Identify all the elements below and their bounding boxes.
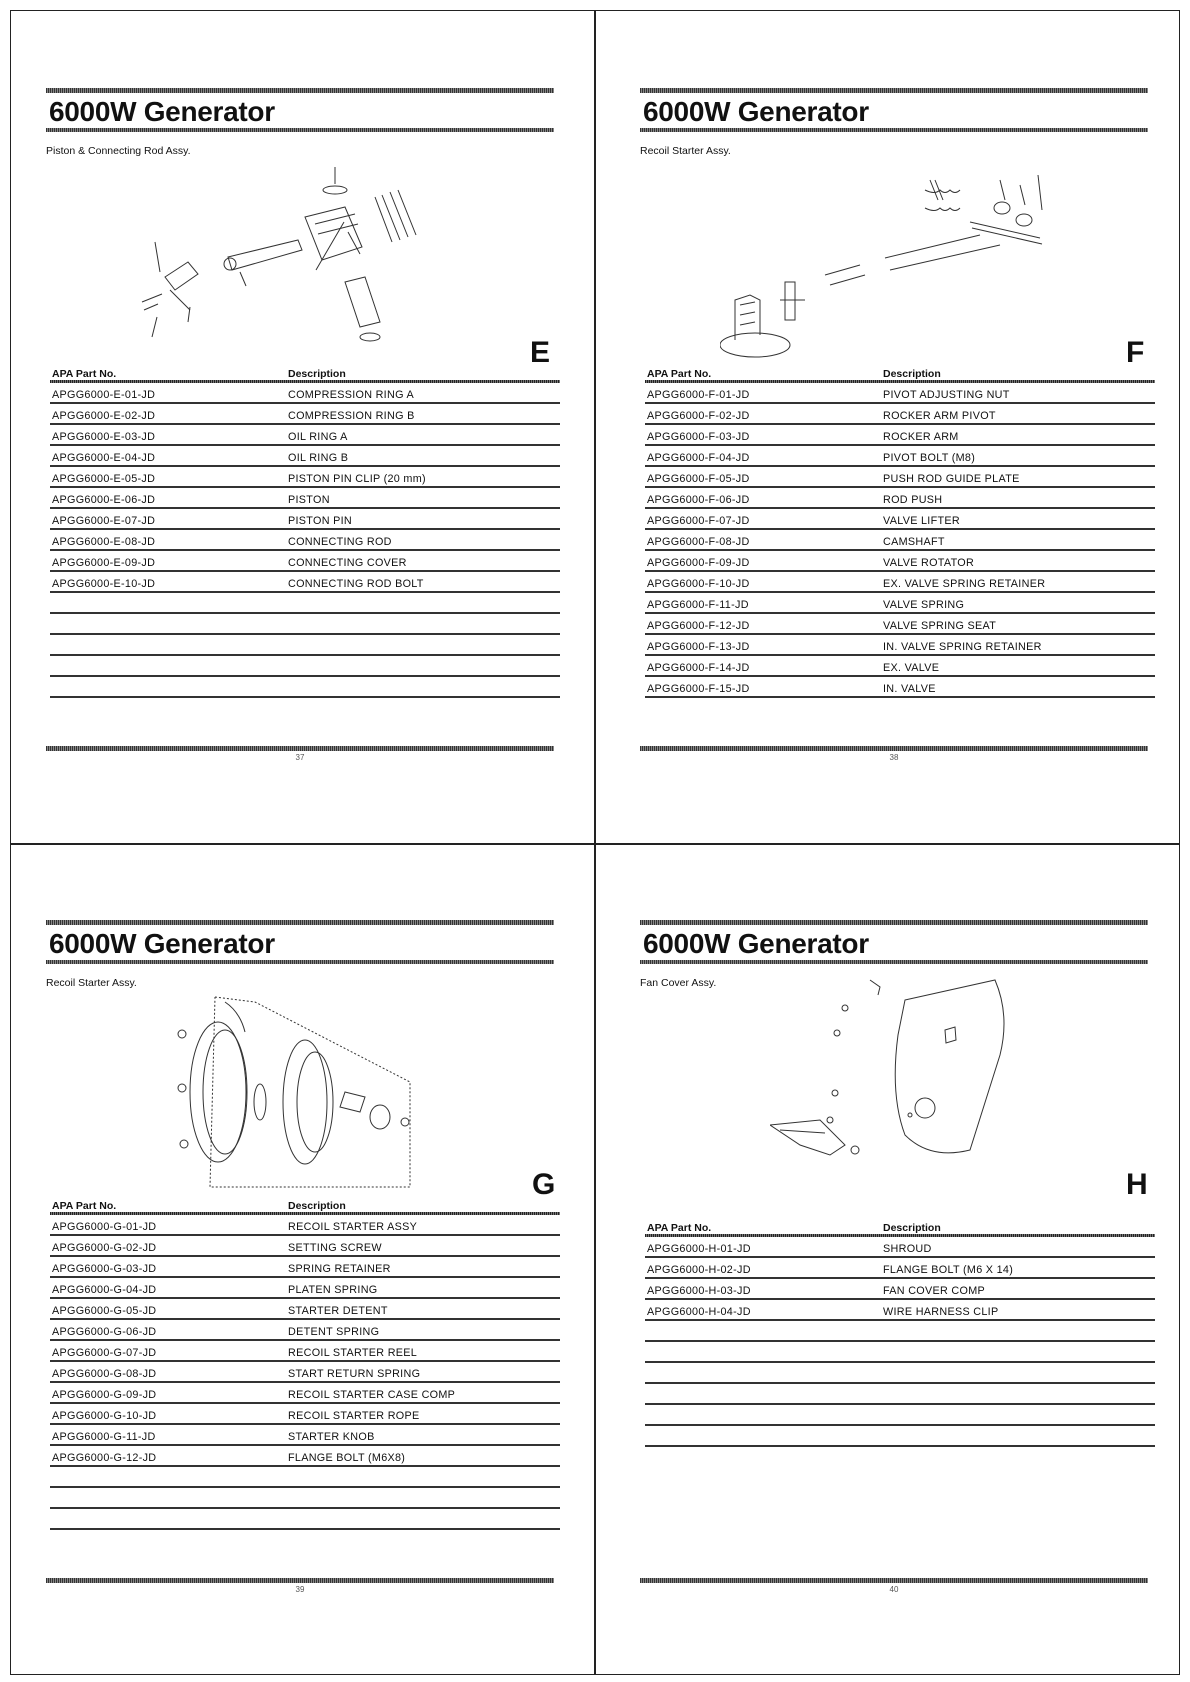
footer-h bbox=[640, 1578, 1148, 1594]
part-number: APGG6000-E-10-JD bbox=[52, 578, 156, 590]
empty-table-row bbox=[50, 656, 560, 677]
title-rule-bottom bbox=[46, 128, 554, 132]
footer-rule bbox=[46, 746, 554, 751]
page-number: 38 bbox=[889, 753, 899, 762]
part-number: APGG6000-F-12-JD bbox=[647, 620, 750, 632]
part-description: STARTER DETENT bbox=[288, 1305, 388, 1317]
part-description: COMPRESSION RING B bbox=[288, 410, 415, 422]
part-number: APGG6000-F-15-JD bbox=[647, 683, 750, 695]
table-header bbox=[645, 366, 1155, 380]
table-row bbox=[50, 404, 560, 425]
page-title: 6000W Generator bbox=[49, 928, 275, 959]
section-letter: G bbox=[532, 1168, 556, 1201]
piston-connecting-rod-diagram bbox=[130, 162, 430, 362]
col-desc-header: Description bbox=[288, 368, 346, 380]
empty-table-row bbox=[50, 593, 560, 614]
part-number: APGG6000-H-03-JD bbox=[647, 1285, 751, 1297]
part-description: VALVE SPRING SEAT bbox=[883, 620, 997, 632]
table-row bbox=[50, 446, 560, 467]
section-letter: H bbox=[1126, 1168, 1148, 1201]
part-description: RECOIL STARTER REEL bbox=[288, 1347, 418, 1359]
empty-table-row bbox=[50, 1488, 560, 1509]
col-part-header: APA Part No. bbox=[647, 1222, 712, 1234]
part-number: APGG6000-G-09-JD bbox=[52, 1389, 157, 1401]
table-row bbox=[50, 1341, 560, 1362]
part-number: APGG6000-E-05-JD bbox=[52, 473, 156, 485]
title-rule-bottom bbox=[46, 960, 554, 964]
table-row bbox=[50, 488, 560, 509]
table-row bbox=[50, 1362, 560, 1383]
part-number: APGG6000-F-11-JD bbox=[647, 599, 749, 611]
part-description: VALVE ROTATOR bbox=[883, 557, 975, 569]
table-row bbox=[50, 1236, 560, 1257]
table-row bbox=[50, 1257, 560, 1278]
table-row bbox=[645, 614, 1155, 635]
part-description: PISTON PIN bbox=[288, 515, 352, 527]
parts-table-e bbox=[50, 366, 560, 698]
table-row bbox=[645, 551, 1155, 572]
part-number: APGG6000-F-06-JD bbox=[647, 494, 750, 506]
table-row bbox=[645, 383, 1155, 404]
fan-cover-diagram bbox=[770, 975, 1010, 1195]
part-description: PIVOT ADJUSTING NUT bbox=[883, 389, 1010, 401]
part-number: APGG6000-E-03-JD bbox=[52, 431, 156, 443]
part-number: APGG6000-G-11-JD bbox=[52, 1431, 156, 1443]
table-row bbox=[645, 509, 1155, 530]
panel-f bbox=[640, 88, 1148, 157]
part-number: APGG6000-G-12-JD bbox=[52, 1452, 157, 1464]
table-row bbox=[50, 572, 560, 593]
title-rule-top bbox=[640, 88, 1148, 93]
section-subtitle: Recoil Starter Assy. bbox=[46, 977, 137, 989]
table-row bbox=[645, 1279, 1155, 1300]
part-description: IN. VALVE SPRING RETAINER bbox=[883, 641, 1042, 653]
empty-table-row bbox=[645, 1321, 1155, 1342]
part-number: APGG6000-G-05-JD bbox=[52, 1305, 157, 1317]
page-title: 6000W Generator bbox=[49, 96, 275, 127]
table-row bbox=[50, 1278, 560, 1299]
table-row bbox=[50, 1383, 560, 1404]
section-subtitle: Piston & Connecting Rod Assy. bbox=[46, 145, 191, 157]
part-description: EX. VALVE bbox=[883, 662, 940, 674]
part-number: APGG6000-F-03-JD bbox=[647, 431, 750, 443]
part-description: ROCKER ARM bbox=[883, 431, 959, 443]
part-description: ROCKER ARM PIVOT bbox=[883, 410, 996, 422]
footer-g bbox=[46, 1578, 554, 1594]
panel-e bbox=[46, 88, 554, 157]
table-row bbox=[645, 467, 1155, 488]
part-number: APGG6000-E-04-JD bbox=[52, 452, 156, 464]
title-rule-top bbox=[640, 920, 1148, 925]
part-description: FAN COVER COMP bbox=[883, 1285, 985, 1297]
part-number: APGG6000-H-01-JD bbox=[647, 1243, 751, 1255]
part-description: COMPRESSION RING A bbox=[288, 389, 414, 401]
table-row bbox=[50, 1299, 560, 1320]
empty-table-row bbox=[50, 614, 560, 635]
empty-table-row bbox=[50, 635, 560, 656]
table-row bbox=[50, 1320, 560, 1341]
table-row bbox=[645, 572, 1155, 593]
part-description: PISTON PIN CLIP (20 mm) bbox=[288, 473, 426, 485]
table-row bbox=[50, 1215, 560, 1236]
part-number: APGG6000-E-07-JD bbox=[52, 515, 156, 527]
empty-table-row bbox=[50, 1467, 560, 1488]
part-description: FLANGE BOLT (M6X8) bbox=[288, 1452, 406, 1464]
table-row bbox=[645, 656, 1155, 677]
part-description: START RETURN SPRING bbox=[288, 1368, 421, 1380]
page-title: 6000W Generator bbox=[643, 928, 869, 959]
empty-table-row bbox=[645, 1384, 1155, 1405]
page-number: 37 bbox=[295, 753, 305, 762]
table-row bbox=[645, 1237, 1155, 1258]
part-number: APGG6000-F-08-JD bbox=[647, 536, 750, 548]
part-number: APGG6000-E-02-JD bbox=[52, 410, 156, 422]
part-description: VALVE SPRING bbox=[883, 599, 965, 611]
table-row bbox=[50, 425, 560, 446]
part-number: APGG6000-G-01-JD bbox=[52, 1221, 157, 1233]
part-description: EX. VALVE SPRING RETAINER bbox=[883, 578, 1046, 590]
empty-table-row bbox=[50, 1509, 560, 1530]
part-description: RECOIL STARTER ASSY bbox=[288, 1221, 418, 1233]
table-body bbox=[50, 1215, 560, 1530]
table-row bbox=[50, 530, 560, 551]
table-row bbox=[50, 467, 560, 488]
part-number: APGG6000-F-13-JD bbox=[647, 641, 750, 653]
part-number: APGG6000-F-09-JD bbox=[647, 557, 750, 569]
table-row bbox=[645, 593, 1155, 614]
part-number: APGG6000-G-03-JD bbox=[52, 1263, 157, 1275]
part-description: WIRE HARNESS CLIP bbox=[883, 1306, 999, 1318]
part-number: APGG6000-G-07-JD bbox=[52, 1347, 157, 1359]
table-header bbox=[50, 1198, 560, 1212]
page-number: 40 bbox=[889, 1585, 899, 1594]
empty-table-row bbox=[645, 1405, 1155, 1426]
table-row bbox=[645, 635, 1155, 656]
page-number: 39 bbox=[295, 1585, 305, 1594]
part-number: APGG6000-F-04-JD bbox=[647, 452, 750, 464]
table-row bbox=[50, 383, 560, 404]
part-number: APGG6000-G-08-JD bbox=[52, 1368, 157, 1380]
footer-rule bbox=[46, 1578, 554, 1583]
col-part-header: APA Part No. bbox=[647, 368, 712, 380]
part-description: PUSH ROD GUIDE PLATE bbox=[883, 473, 1020, 485]
part-description: RECOIL STARTER ROPE bbox=[288, 1410, 420, 1422]
part-description: SPRING RETAINER bbox=[288, 1263, 391, 1275]
section-letter: F bbox=[1126, 336, 1145, 369]
part-number: APGG6000-F-07-JD bbox=[647, 515, 750, 527]
empty-table-row bbox=[50, 677, 560, 698]
table-row bbox=[50, 1446, 560, 1467]
table-row bbox=[645, 446, 1155, 467]
parts-table-g bbox=[50, 1198, 560, 1530]
footer-e bbox=[46, 746, 554, 762]
table-row bbox=[50, 509, 560, 530]
part-description: DETENT SPRING bbox=[288, 1326, 380, 1338]
table-row bbox=[50, 1404, 560, 1425]
part-number: APGG6000-F-02-JD bbox=[647, 410, 750, 422]
part-number: APGG6000-G-06-JD bbox=[52, 1326, 157, 1338]
part-number: APGG6000-G-04-JD bbox=[52, 1284, 157, 1296]
col-part-header: APA Part No. bbox=[52, 368, 117, 380]
part-number: APGG6000-G-10-JD bbox=[52, 1410, 157, 1422]
section-subtitle: Recoil Starter Assy. bbox=[640, 145, 731, 157]
page-title: 6000W Generator bbox=[643, 96, 869, 127]
title-rule-top bbox=[46, 920, 554, 925]
table-row bbox=[645, 677, 1155, 698]
table-body bbox=[645, 383, 1155, 698]
parts-table-f bbox=[645, 366, 1155, 698]
footer-f bbox=[640, 746, 1148, 762]
section-subtitle: Fan Cover Assy. bbox=[640, 977, 717, 989]
part-description: CONNECTING ROD BOLT bbox=[288, 578, 424, 590]
part-description: ROD PUSH bbox=[883, 494, 943, 506]
part-number: APGG6000-F-14-JD bbox=[647, 662, 750, 674]
recoil-starter-diagram bbox=[170, 992, 420, 1190]
panel-g bbox=[46, 920, 554, 989]
title-rule-bottom bbox=[640, 128, 1148, 132]
col-desc-header: Description bbox=[883, 368, 941, 380]
parts-table-h bbox=[645, 1220, 1155, 1447]
part-description: PLATEN SPRING bbox=[288, 1284, 378, 1296]
part-description: SETTING SCREW bbox=[288, 1242, 382, 1254]
part-description: OIL RING B bbox=[288, 452, 349, 464]
col-part-header: APA Part No. bbox=[52, 1200, 117, 1212]
part-description: VALVE LIFTER bbox=[883, 515, 961, 527]
part-number: APGG6000-G-02-JD bbox=[52, 1242, 157, 1254]
valve-train-diagram bbox=[720, 160, 1060, 360]
part-description: CONNECTING COVER bbox=[288, 557, 407, 569]
title-rule-top bbox=[46, 88, 554, 93]
table-body bbox=[50, 383, 560, 698]
title-rule-bottom bbox=[640, 960, 1148, 964]
part-number: APGG6000-E-09-JD bbox=[52, 557, 156, 569]
part-description: IN. VALVE bbox=[883, 683, 936, 695]
part-number: APGG6000-E-01-JD bbox=[52, 389, 156, 401]
empty-table-row bbox=[645, 1363, 1155, 1384]
table-header bbox=[645, 1220, 1155, 1234]
part-number: APGG6000-H-04-JD bbox=[647, 1306, 751, 1318]
part-number: APGG6000-H-02-JD bbox=[647, 1264, 751, 1276]
table-row bbox=[645, 530, 1155, 551]
table-body bbox=[645, 1237, 1155, 1447]
table-row bbox=[50, 1425, 560, 1446]
part-description: PISTON bbox=[288, 494, 330, 506]
table-row bbox=[50, 551, 560, 572]
part-description: STARTER KNOB bbox=[288, 1431, 375, 1443]
empty-table-row bbox=[645, 1426, 1155, 1447]
part-description: PIVOT BOLT (M8) bbox=[883, 452, 976, 464]
table-row bbox=[645, 404, 1155, 425]
table-header bbox=[50, 366, 560, 380]
table-row bbox=[645, 1300, 1155, 1321]
part-number: APGG6000-E-06-JD bbox=[52, 494, 156, 506]
part-description: SHROUD bbox=[883, 1243, 932, 1255]
col-desc-header: Description bbox=[288, 1200, 346, 1212]
footer-rule bbox=[640, 746, 1148, 751]
empty-table-row bbox=[645, 1342, 1155, 1363]
table-row bbox=[645, 488, 1155, 509]
col-desc-header: Description bbox=[883, 1222, 941, 1234]
part-number: APGG6000-E-08-JD bbox=[52, 536, 156, 548]
footer-rule bbox=[640, 1578, 1148, 1583]
part-description: FLANGE BOLT (M6 X 14) bbox=[883, 1264, 1014, 1276]
part-number: APGG6000-F-10-JD bbox=[647, 578, 750, 590]
horizontal-divider bbox=[10, 843, 1180, 845]
part-number: APGG6000-F-01-JD bbox=[647, 389, 750, 401]
part-description: RECOIL STARTER CASE COMP bbox=[288, 1389, 456, 1401]
part-description: CONNECTING ROD bbox=[288, 536, 392, 548]
part-description: CAMSHAFT bbox=[883, 536, 945, 548]
table-row bbox=[645, 425, 1155, 446]
section-letter: E bbox=[530, 336, 551, 369]
part-description: OIL RING A bbox=[288, 431, 348, 443]
table-row bbox=[645, 1258, 1155, 1279]
part-number: APGG6000-F-05-JD bbox=[647, 473, 750, 485]
